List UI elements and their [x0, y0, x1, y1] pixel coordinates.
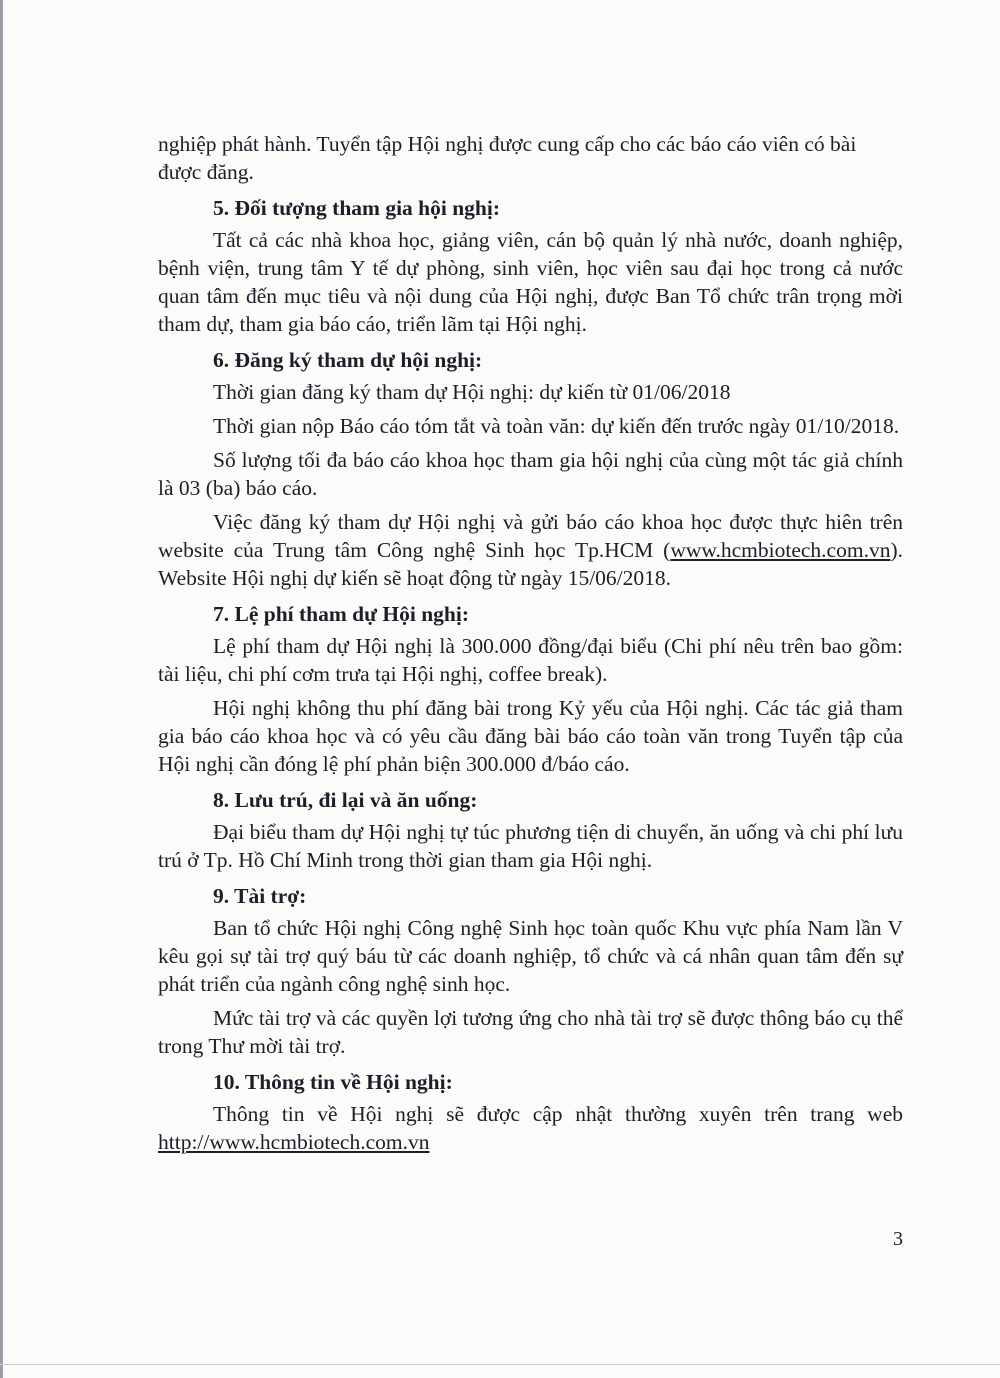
section-6-max-reports: Số lượng tối đa báo cáo khoa học tham gia hội nghị của cùng một tác giả chính là 03 (ba) báo cáo.	[158, 448, 903, 500]
page-number: 3	[893, 1228, 903, 1250]
section-6-website-text-a: Việc đăng ký tham dự Hội nghị và gửi báo cáo khoa học được thực hiên trên website của Trung tâm Công nghệ Sinh học Tp.HCM (	[158, 510, 903, 562]
section-10-paragraph: Thông tin về Hội nghị sẽ được cập nhật thường xuyên trên trang web	[213, 1102, 903, 1126]
section-6-website-text-b: ). Website Hội nghị dự kiến sẽ hoạt động từ ngày 15/06/2018.	[158, 538, 903, 590]
section-5-heading: 5. Đối tượng tham gia hội nghị:	[213, 196, 501, 220]
intro-line-1: nghiệp phát hành. Tuyển tập Hội nghị được cung cấp cho các báo cáo viên có bài	[158, 132, 857, 156]
section-7-heading: 7. Lệ phí tham dự Hội nghị:	[213, 602, 470, 626]
hcmbiotech-link[interactable]: www.hcmbiotech.com.vn	[670, 538, 891, 562]
section-9-sponsor-benefits: Mức tài trợ và các quyền lợi tương ứng cho nhà tài trợ sẽ được thông báo cụ thể trong Thư mời tài trợ.	[158, 1006, 903, 1058]
section-9-heading: 9. Tài trợ:	[213, 884, 307, 908]
document-body	[158, 130, 903, 1156]
intro-paragraph	[158, 130, 903, 186]
section-10-heading: 10. Thông tin về Hội nghị:	[213, 1070, 453, 1094]
intro-line-2: được đăng.	[158, 160, 254, 184]
conference-website-link[interactable]: http://www.hcmbiotech.com.vn	[158, 1130, 430, 1154]
section-9-sponsor-call: Ban tổ chức Hội nghị Công nghệ Sinh học toàn quốc Khu vực phía Nam lần V kêu gọi sự tài trợ quý báu từ các doanh nghiệp, tổ chức và cá nhân quan tâm đến sự phát triển của ngành công nghệ sinh học.	[158, 916, 903, 996]
section-8-heading: 8. Lưu trú, đi lại và ăn uống:	[213, 788, 478, 812]
section-6-registration-date: Thời gian đăng ký tham dự Hội nghị: dự kiến từ 01/06/2018	[213, 380, 731, 404]
section-6-submission-deadline: Thời gian nộp Báo cáo tóm tắt và toàn văn: dự kiến đến trước ngày 01/10/2018.	[213, 414, 900, 438]
section-7-review-fee: Hội nghị không thu phí đăng bài trong Kỷ yếu của Hội nghị. Các tác giả tham gia báo cáo khoa học và có yêu cầu đăng bài báo cáo toàn văn trong Tuyển tập của Hội nghị cần đóng lệ phí phản biện 300.000 đ/báo cáo.	[158, 696, 903, 776]
section-6-heading: 6. Đăng ký tham dự hội nghị:	[213, 348, 483, 372]
section-7-fee: Lệ phí tham dự Hội nghị là 300.000 đồng/đại biểu (Chi phí nêu trên bao gồm: tài liệu, chi phí cơm trưa tại Hội nghị, coffee break).	[158, 634, 903, 686]
scan-bottom-edge	[0, 1364, 1000, 1365]
section-8-paragraph: Đại biểu tham dự Hội nghị tự túc phương tiện di chuyển, ăn uống và chi phí lưu trú ở Tp. Hồ Chí Minh trong thời gian tham gia Hội nghị.	[158, 820, 903, 872]
scan-edge	[0, 0, 3, 1378]
section-5-paragraph: Tất cả các nhà khoa học, giảng viên, cán bộ quản lý nhà nước, doanh nghiệp, bệnh viện, trung tâm Y tế dự phòng, sinh viên, học viên sau đại học trong cả nước quan tâm đến mục tiêu và nội dung của Hội nghị, được Ban Tổ chức trân trọng mời tham dự, tham gia báo cáo, triển lãm tại Hội nghị.	[158, 228, 903, 336]
section-10-link-line	[158, 1128, 903, 1156]
section-6-website-paragraph	[158, 508, 903, 592]
